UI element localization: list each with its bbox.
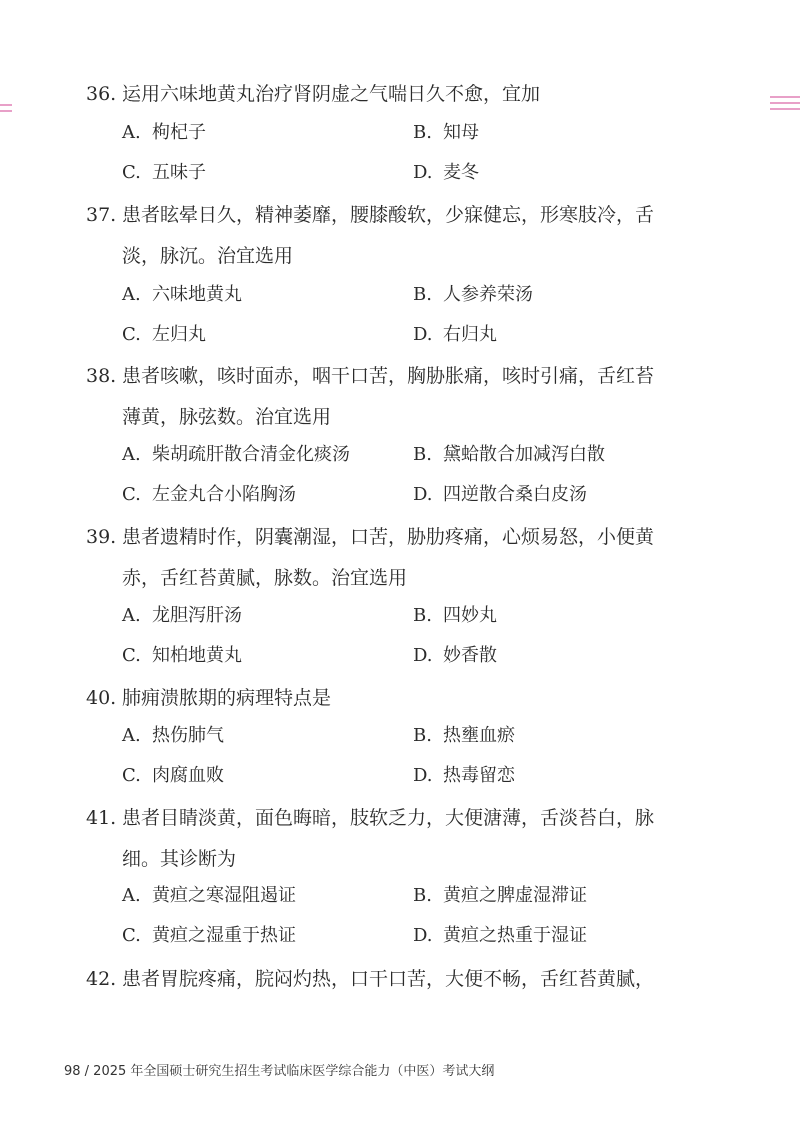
question-stem: 患者胃脘疼痛，脘闷灼热，口干口苦，大便不畅，舌红苔黄腻， [122, 968, 655, 990]
option-text: 黄疸之脾虚湿滞证 [443, 885, 587, 906]
option-text: 五味子 [152, 162, 206, 183]
option-letter: C. [122, 645, 141, 666]
question-38 [86, 356, 696, 396]
question-number: 39. [86, 526, 117, 548]
option-d [413, 761, 515, 791]
option-text: 肉腐血败 [152, 765, 224, 786]
question-stem-continued: 赤，舌红苔黄腻，脉数。治宜选用 [122, 567, 408, 589]
option-letter: A. [122, 444, 141, 465]
question-stem-continued: 淡，脉沉。治宜选用 [122, 245, 294, 267]
question-number: 38. [86, 365, 117, 387]
option-text: 热壅血瘀 [443, 725, 515, 746]
option-letter: A. [122, 885, 141, 906]
option-letter: C. [122, 765, 141, 786]
page-footer: 98 / 2025 年全国硕士研究生招生考试临床医学综合能力（中医）考试大纲 [64, 1064, 495, 1079]
option-text: 左金丸合小陷胸汤 [152, 484, 296, 505]
option-b [413, 721, 515, 751]
option-text: 黛蛤散合加减泻白散 [443, 444, 605, 465]
question-37 [86, 195, 696, 235]
option-letter: B. [413, 284, 432, 305]
option-c [122, 641, 242, 671]
option-a [122, 601, 242, 631]
option-letter: C. [122, 925, 141, 946]
option-letter: C. [122, 162, 141, 183]
option-c [122, 761, 224, 791]
option-text: 黄疸之湿重于热证 [152, 925, 296, 946]
option-text: 四逆散合桑白皮汤 [443, 484, 587, 505]
option-a [122, 118, 206, 148]
option-text: 知柏地黄丸 [152, 645, 242, 666]
option-text: 四妙丸 [443, 605, 497, 626]
option-text: 左归丸 [152, 324, 206, 345]
option-b [413, 440, 605, 470]
option-b [413, 118, 479, 148]
option-letter: D. [413, 484, 433, 505]
option-text: 热毒留恋 [443, 765, 515, 786]
option-c [122, 480, 296, 510]
option-text: 六味地黄丸 [152, 284, 242, 305]
question-41 [86, 798, 696, 838]
option-text: 柴胡疏肝散合清金化痰汤 [152, 444, 350, 465]
option-text: 麦冬 [443, 162, 479, 183]
question-stem-continued: 细。其诊断为 [122, 848, 237, 870]
option-c [122, 158, 206, 188]
question-number: 37. [86, 204, 117, 226]
option-text: 黄疸之热重于湿证 [443, 925, 587, 946]
question-stem: 肺痈溃脓期的病理特点是 [122, 687, 332, 709]
option-letter: C. [122, 484, 141, 505]
option-letter: B. [413, 444, 432, 465]
option-text: 龙胆泻肝汤 [152, 605, 242, 626]
option-b [413, 881, 587, 911]
option-letter: A. [122, 122, 141, 143]
option-letter: B. [413, 885, 432, 906]
option-letter: D. [413, 645, 433, 666]
page-edge-mark-right [770, 96, 800, 120]
option-a [122, 440, 350, 470]
question-stem: 患者咳嗽，咳时面赤，咽干口苦，胸胁胀痛，咳时引痛，舌红苔 [122, 365, 655, 387]
option-text: 人参养荣汤 [443, 284, 533, 305]
option-text: 右归丸 [443, 324, 497, 345]
option-text: 热伤肺气 [152, 725, 224, 746]
question-42 [86, 959, 696, 999]
question-stem: 患者遗精时作，阴囊潮湿，口苦，胁肋疼痛，心烦易怒，小便黄 [122, 526, 655, 548]
option-d [413, 158, 479, 188]
option-a [122, 280, 242, 310]
question-stem: 运用六味地黄丸治疗肾阴虚之气喘日久不愈，宜加 [122, 83, 541, 105]
question-number: 42. [86, 968, 117, 990]
option-letter: A. [122, 605, 141, 626]
question-number: 40. [86, 687, 117, 709]
option-letter: D. [413, 162, 433, 183]
option-letter: C. [122, 324, 141, 345]
option-d [413, 480, 587, 510]
option-letter: A. [122, 725, 141, 746]
question-39 [86, 517, 696, 557]
option-letter: D. [413, 925, 433, 946]
option-letter: B. [413, 122, 432, 143]
option-text: 黄疸之寒湿阻遏证 [152, 885, 296, 906]
option-letter: B. [413, 725, 432, 746]
question-number: 36. [86, 83, 117, 105]
option-letter: B. [413, 605, 432, 626]
question-36 [86, 74, 696, 114]
option-d [413, 641, 497, 671]
option-text: 枸杞子 [152, 122, 206, 143]
option-letter: A. [122, 284, 141, 305]
option-d [413, 320, 497, 350]
question-number: 41. [86, 807, 117, 829]
option-c [122, 320, 206, 350]
option-text: 知母 [443, 122, 479, 143]
option-a [122, 721, 224, 751]
question-stem-continued: 薄黄，脉弦数。治宜选用 [122, 406, 332, 428]
question-40 [86, 678, 696, 718]
option-b [413, 601, 497, 631]
option-b [413, 280, 533, 310]
page-edge-mark-left [0, 104, 12, 118]
option-letter: D. [413, 324, 433, 345]
option-c [122, 921, 296, 951]
option-d [413, 921, 587, 951]
question-stem: 患者眩晕日久，精神萎靡，腰膝酸软，少寐健忘，形寒肢冷，舌 [122, 204, 655, 226]
option-text: 妙香散 [443, 645, 497, 666]
question-stem: 患者目睛淡黄，面色晦暗，肢软乏力，大便溏薄，舌淡苔白，脉 [122, 807, 655, 829]
option-letter: D. [413, 765, 433, 786]
option-a [122, 881, 296, 911]
